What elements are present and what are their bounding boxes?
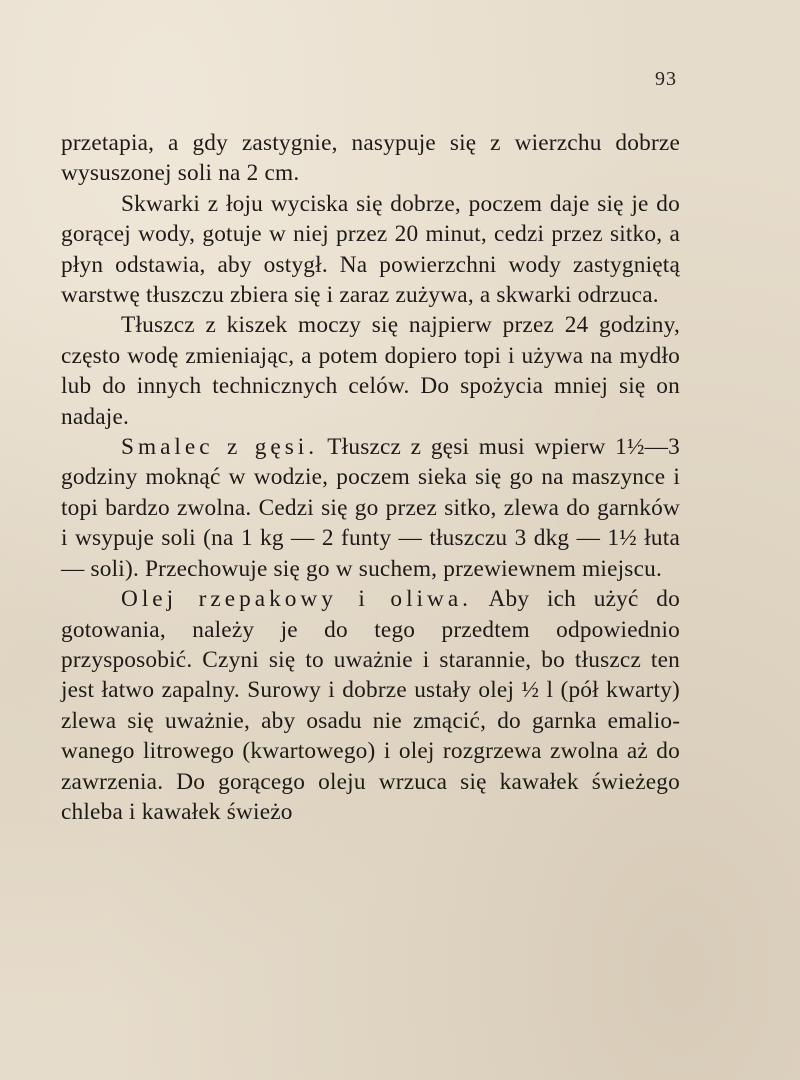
paragraph-3 bbox=[61, 310, 680, 432]
paragraph-2 bbox=[61, 189, 680, 311]
paragraph-1 bbox=[61, 128, 680, 189]
page-number: 93 bbox=[655, 68, 677, 90]
paragraph-3-text: Tłuszcz z kiszek moczy się najpierw przez 24 godziny, często wodę zmieniając, a potem dopiero topi i używa na mydło lub do innych technicznych celów. Do spożycia mniej się on nadaje. bbox=[61, 312, 680, 430]
paragraph-5-text: Aby ich użyć do gotowania, należy je do tego przedtem odpowiednio przysposobić. Czyni się to uważnie i starannie, bo tłuszcz ten jest łatwo zapalny. Surowy i dobrze ustały olej ½ l (pół kwarty) zlewa się uważnie, aby osadu nie zmącić, do garnka emaliowanego litrowego (kwartowego) i olej rozgrzewa zwolna aż do zawrzenia. Do gorącego oleju wrzuca się kawałek świeżego chleba i kawałek świeżo bbox=[61, 586, 680, 825]
section-heading-smalec: Smalec z gęsi. bbox=[121, 434, 319, 461]
paragraph-4 bbox=[61, 432, 680, 584]
paragraph-1-text: przetapia, a gdy zastygnie, nasypuje się z wierzchu dobrze wysuszonej soli na 2 cm. bbox=[61, 130, 680, 187]
body-text bbox=[61, 128, 680, 827]
paragraph-5 bbox=[61, 584, 680, 827]
paragraph-2-text: Skwarki z łoju wyciska się dobrze, poczem daje się je do gorącej wody, gotuje w niej przez 20 minut, cedzi przez sitko, a płyn odstawia, aby ostygł. Na powierzchni wody zastygniętą warstwę tłuszczu zbiera się i zaraz zużywa, a skwarki odrzuca. bbox=[61, 190, 680, 309]
paragraph-4-text: Tłuszcz z gęsi musi wpierw 1½—3 godziny moknąć w wodzie, poczem sieka się go na maszynce i topi bardzo zwolna. Cedzi się go przez sitko, zlewa do garnków i wsypuje soli (na 1 kg — 2 funty — tłuszczu 3 dkg — 1½ łuta — soli). Przechowuje się go w suchem, przewiewnem miejscu. bbox=[61, 434, 680, 582]
section-heading-olej: Olej rzepakowy i oliwa. bbox=[121, 586, 473, 613]
